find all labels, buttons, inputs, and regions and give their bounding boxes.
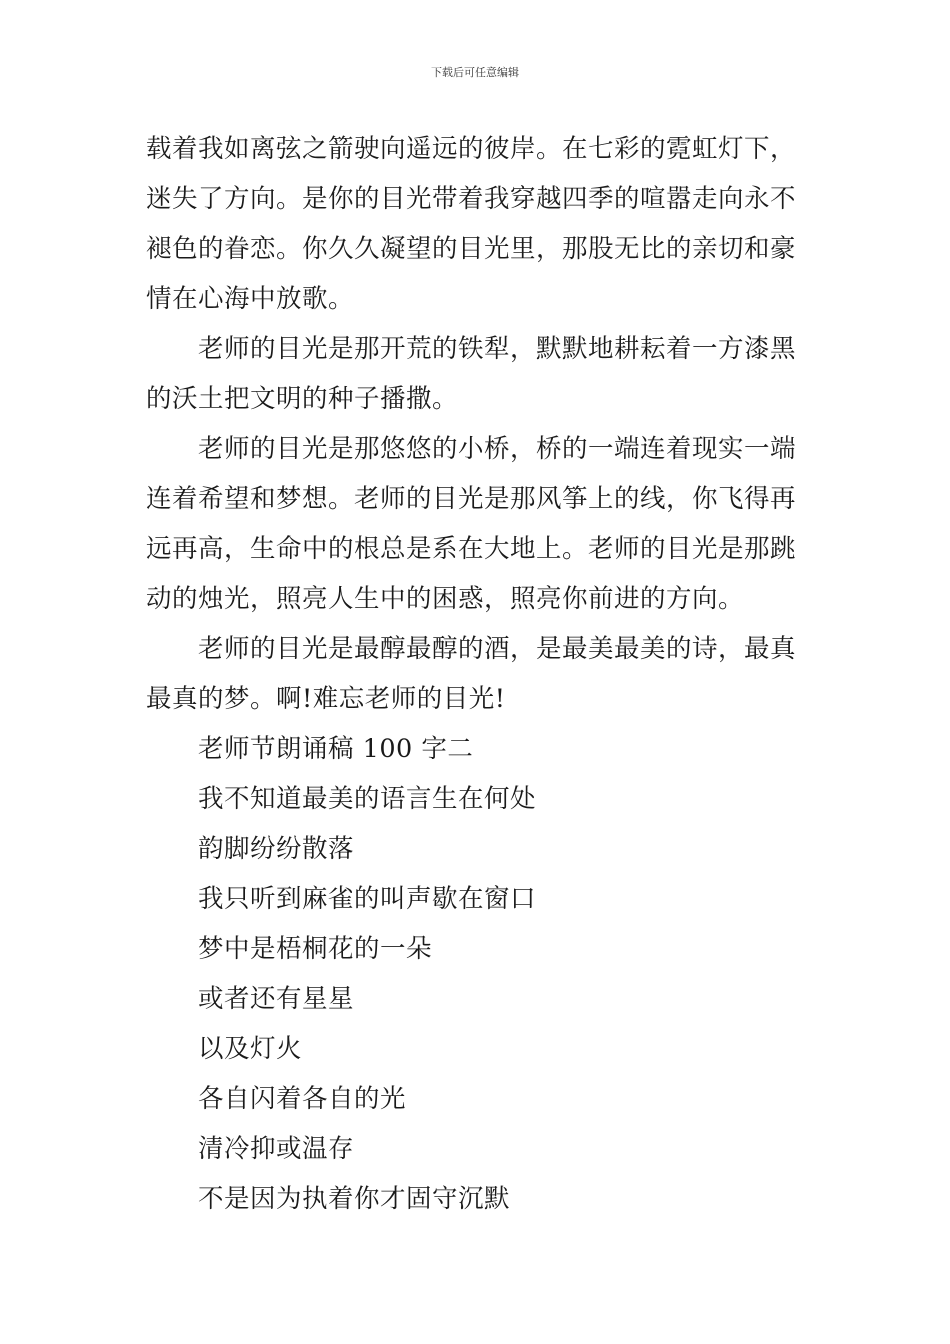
text-line: 远再高，生命中的根总是系在大地上。老师的目光是那跳 xyxy=(146,534,797,564)
text-line: 的沃土把文明的种子播撒。 xyxy=(146,384,459,414)
section-title: 老师节朗诵稿 100 字二 xyxy=(198,734,474,764)
text-line: 连着希望和梦想。老师的目光是那风筝上的线，你飞得再 xyxy=(146,484,797,514)
poem-line: 我不知道最美的语言生在何处 xyxy=(198,784,537,814)
text-line: 动的烛光，照亮人生中的困惑，照亮你前进的方向。 xyxy=(146,584,745,614)
text-line: 褪色的眷恋。你久久凝望的目光里，那股无比的亲切和豪 xyxy=(146,234,797,264)
page-header: 下载后可任意编辑 xyxy=(431,66,519,79)
poem-line: 不是因为执着你才固守沉默 xyxy=(198,1184,511,1214)
text-line: 情在心海中放歌。 xyxy=(146,284,355,314)
poem-line: 梦中是梧桐花的一朵 xyxy=(198,934,433,964)
poem-line: 各自闪着各自的光 xyxy=(198,1084,407,1114)
poem-line: 我只听到麻雀的叫声歇在窗口 xyxy=(198,884,537,914)
paragraph-start-line: 老师的目光是那悠悠的小桥，桥的一端连着现实一端 xyxy=(198,434,797,464)
poem-line: 或者还有星星 xyxy=(198,984,355,1014)
poem-line: 清冷抑或温存 xyxy=(198,1134,355,1164)
paragraph-start-line: 老师的目光是最醇最醇的酒，是最美最美的诗，最真 xyxy=(198,634,797,664)
text-line: 迷失了方向。是你的目光带着我穿越四季的喧嚣走向永不 xyxy=(146,184,797,214)
poem-line: 以及灯火 xyxy=(198,1034,303,1064)
paragraph-start-line: 老师的目光是那开荒的铁犁，默默地耕耘着一方漆黑 xyxy=(198,334,797,364)
text-line: 最真的梦。啊!难忘老师的目光! xyxy=(146,684,506,714)
text-line: 载着我如离弦之箭驶向遥远的彼岸。在七彩的霓虹灯下， xyxy=(146,134,797,164)
poem-line: 韵脚纷纷散落 xyxy=(198,834,355,864)
document-body xyxy=(146,124,808,1224)
